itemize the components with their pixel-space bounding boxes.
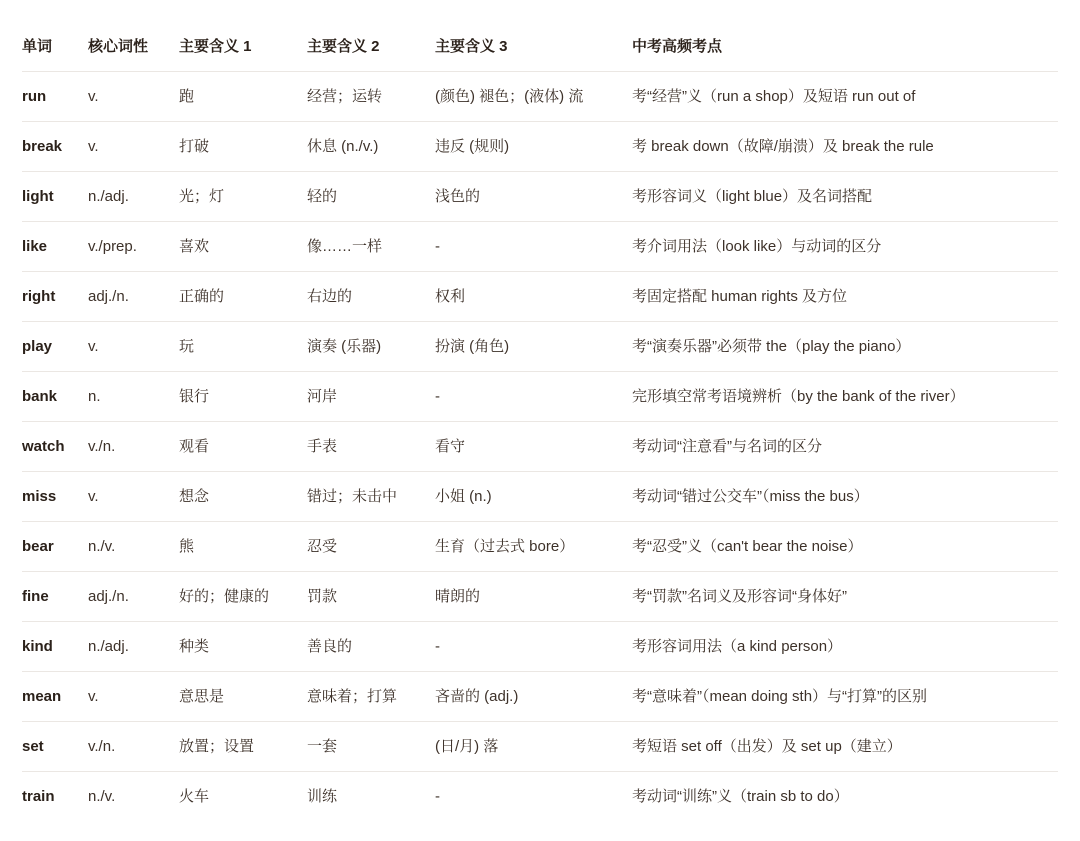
cell-exam-point: 考短语 set off（出发）及 set up（建立） [632, 737, 902, 755]
cell-meaning-3: - [435, 637, 440, 655]
cell-part-of-speech: adj./n. [88, 587, 129, 605]
cell-exam-point: 考固定搭配 human rights 及方位 [632, 287, 848, 305]
cell-meaning-1: 光；灯 [179, 187, 225, 205]
cell-meaning-3: 晴朗的 [435, 587, 481, 605]
cell-part-of-speech: v./n. [88, 737, 116, 755]
cell-word: kind [22, 637, 53, 655]
table-row [22, 272, 1058, 322]
header-meaning-3: 主要含义 3 [435, 37, 508, 55]
cell-word: mean [22, 687, 62, 705]
cell-meaning-3: - [435, 237, 440, 255]
cell-meaning-1: 火车 [179, 788, 210, 805]
table-row [22, 722, 1058, 772]
cell-meaning-1: 打破 [179, 137, 210, 155]
cell-word: bank [22, 387, 58, 405]
cell-meaning-3: 生育（过去式 bore） [435, 537, 575, 555]
cell-meaning-3: 小姐 (n.) [435, 487, 492, 505]
cell-meaning-2: 训练 [307, 788, 338, 805]
table-row [22, 572, 1058, 622]
cell-word: play [22, 337, 53, 355]
cell-part-of-speech: n./adj. [88, 187, 129, 205]
table-row [22, 122, 1058, 172]
cell-part-of-speech: v. [88, 337, 99, 355]
cell-meaning-2: 手表 [307, 437, 338, 455]
cell-meaning-3: 扮演 (角色) [435, 337, 510, 355]
cell-exam-point: 考介词用法（look like）与动词的区分 [632, 237, 882, 255]
header-meaning-2: 主要含义 2 [307, 37, 380, 55]
cell-exam-point: 考动词“注意看”与名词的区分 [632, 437, 822, 455]
table-body [22, 72, 1058, 822]
cell-exam-point: 考形容词义（light blue）及名词搭配 [632, 187, 873, 205]
cell-word: bear [22, 537, 54, 555]
cell-meaning-3: (颜色) 褪色；(液体) 流 [435, 87, 584, 105]
cell-word: fine [22, 587, 49, 605]
cell-meaning-3: 浅色的 [435, 187, 481, 205]
cell-meaning-3: 权利 [435, 287, 466, 305]
cell-meaning-2: 河岸 [307, 387, 338, 405]
table-row [22, 372, 1058, 422]
cell-word: like [22, 237, 48, 255]
header-part-of-speech: 核心词性 [88, 37, 149, 55]
cell-part-of-speech: v. [88, 487, 99, 505]
cell-meaning-1: 银行 [179, 387, 210, 405]
table-row [22, 222, 1058, 272]
cell-meaning-2: 右边的 [307, 287, 353, 305]
table-row [22, 172, 1058, 222]
cell-part-of-speech: v. [88, 687, 99, 705]
cell-meaning-1: 种类 [179, 637, 210, 655]
vocabulary-table [22, 22, 1058, 822]
header-exam-point: 中考高频考点 [632, 37, 723, 55]
cell-meaning-1: 观看 [179, 437, 210, 455]
cell-exam-point: 考形容词用法（a kind person） [632, 637, 843, 655]
cell-word: train [22, 788, 55, 805]
cell-meaning-1: 正确的 [179, 287, 225, 305]
cell-word: run [22, 87, 47, 105]
cell-meaning-1: 玩 [179, 337, 195, 355]
cell-part-of-speech: v./prep. [88, 237, 137, 255]
cell-exam-point: 考“经营”义（run a shop）及短语 run out of [632, 87, 916, 105]
cell-word: right [22, 287, 56, 305]
cell-meaning-2: 忍受 [307, 537, 338, 555]
cell-meaning-1: 好的；健康的 [179, 587, 270, 605]
cell-meaning-3: - [435, 788, 440, 805]
cell-part-of-speech: n. [88, 387, 101, 405]
cell-meaning-1: 喜欢 [179, 237, 210, 255]
cell-meaning-2: 经营；运转 [307, 87, 383, 105]
cell-exam-point: 考动词“训练”义（train sb to do） [632, 788, 849, 805]
header-meaning-1: 主要含义 1 [179, 37, 252, 55]
cell-part-of-speech: v./n. [88, 437, 116, 455]
table-row [22, 472, 1058, 522]
cell-meaning-2: 演奏 (乐器) [307, 337, 382, 355]
cell-meaning-2: 一套 [307, 737, 338, 755]
cell-meaning-3: - [435, 387, 440, 405]
cell-meaning-2: 轻的 [307, 187, 338, 205]
cell-meaning-1: 熊 [179, 537, 195, 555]
cell-meaning-3: 违反 (规则) [435, 137, 510, 155]
cell-meaning-2: 像……一样 [307, 237, 383, 255]
cell-part-of-speech: n./v. [88, 788, 116, 805]
cell-meaning-2: 意味着；打算 [307, 687, 398, 705]
table-row [22, 422, 1058, 472]
cell-meaning-2: 善良的 [307, 637, 353, 655]
cell-meaning-1: 跑 [179, 87, 195, 105]
cell-meaning-2: 休息 (n./v.) [307, 137, 379, 155]
cell-exam-point: 考动词“错过公交车”（miss the bus） [632, 487, 869, 505]
table-row [22, 72, 1058, 122]
cell-meaning-2: 罚款 [307, 587, 338, 605]
table-row [22, 622, 1058, 672]
table-row [22, 772, 1058, 822]
cell-word: break [22, 137, 63, 155]
cell-meaning-3: (日/月) 落 [435, 737, 499, 755]
table-row [22, 322, 1058, 372]
cell-meaning-1: 意思是 [179, 687, 225, 705]
table-header [22, 22, 1058, 72]
table-row [22, 672, 1058, 722]
cell-exam-point: 考 break down（故障/崩溃）及 break the rule [632, 137, 934, 155]
table-row [22, 522, 1058, 572]
header-word: 单词 [22, 37, 53, 55]
cell-part-of-speech: adj./n. [88, 287, 129, 305]
cell-part-of-speech: n./adj. [88, 637, 129, 655]
cell-meaning-1: 放置；设置 [179, 737, 255, 755]
cell-exam-point: 考“罚款”名词义及形容词“身体好” [632, 587, 847, 605]
cell-exam-point: 考“意味着”（mean doing sth）与“打算”的区别 [632, 687, 928, 705]
cell-exam-point: 完形填空常考语境辨析（by the bank of the river） [632, 387, 965, 405]
cell-exam-point: 考“忍受”义（can't bear the noise） [632, 537, 863, 555]
cell-meaning-3: 看守 [435, 437, 466, 455]
cell-exam-point: 考“演奏乐器”必须带 the（play the piano） [632, 337, 911, 355]
cell-part-of-speech: n./v. [88, 537, 116, 555]
cell-part-of-speech: v. [88, 87, 99, 105]
cell-part-of-speech: v. [88, 137, 99, 155]
cell-word: watch [22, 437, 65, 455]
cell-word: set [22, 737, 44, 755]
cell-word: light [22, 187, 54, 205]
cell-meaning-2: 错过；未击中 [307, 487, 398, 505]
cell-word: miss [22, 487, 57, 505]
cell-meaning-3: 吝啬的 (adj.) [435, 687, 519, 705]
cell-meaning-1: 想念 [179, 487, 210, 505]
